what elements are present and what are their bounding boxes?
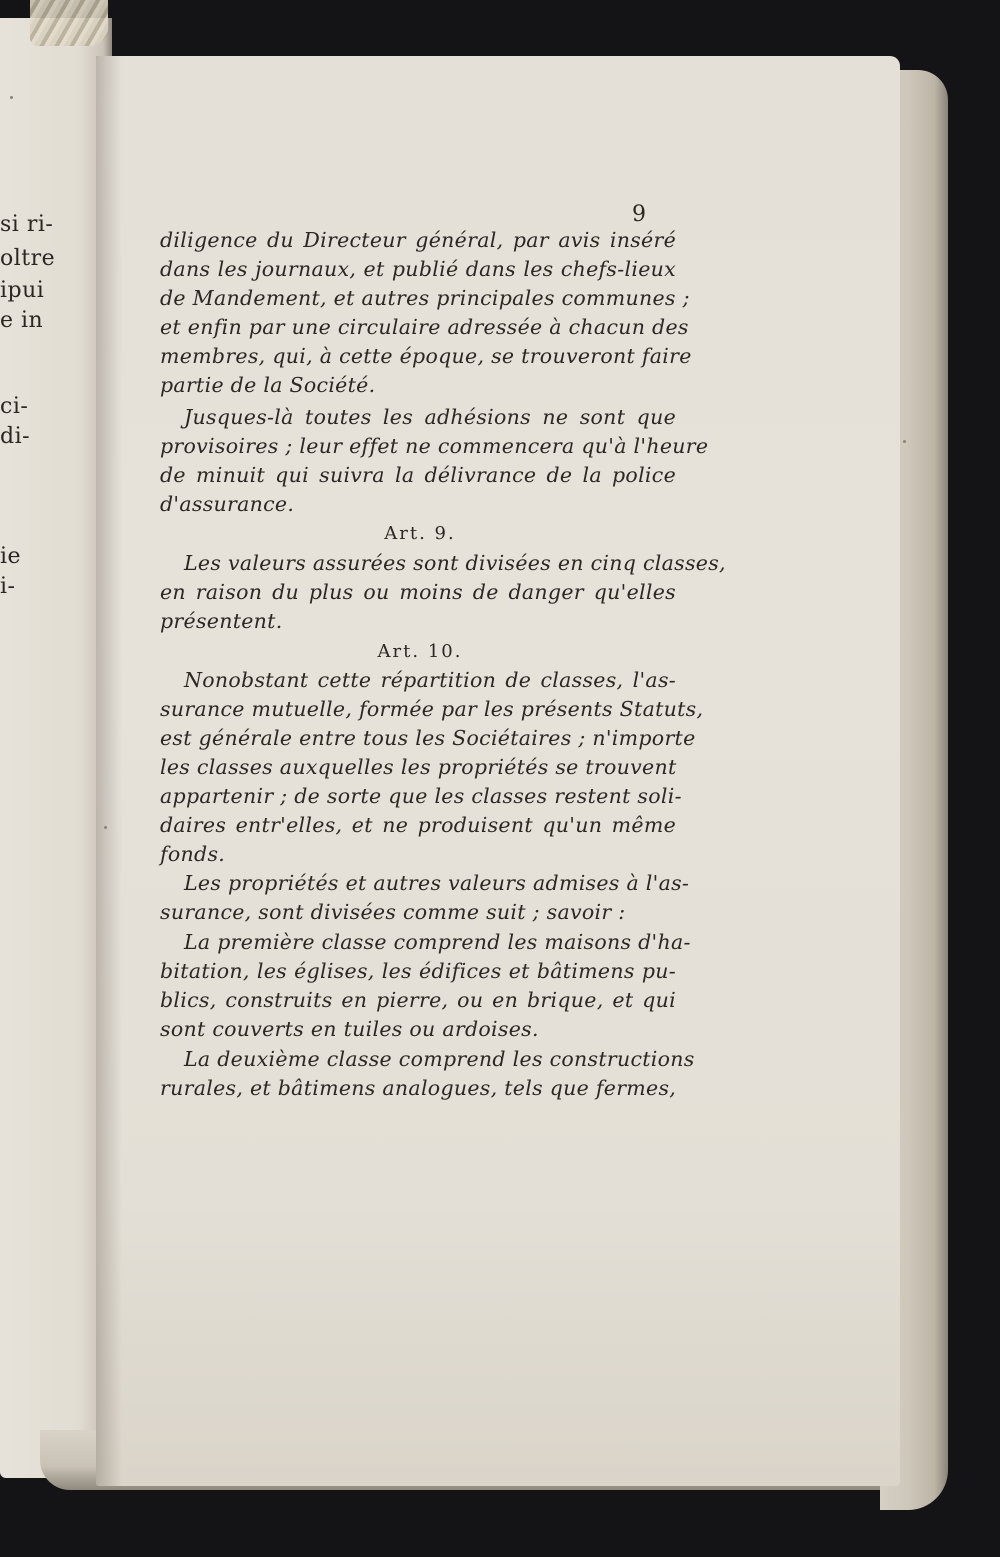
text-line: Nonobstant cette répartition de classes, l'as- (184, 668, 676, 692)
binding-cord (30, 0, 108, 46)
text-line: Jusques-là toutes les adhésions ne sont que (184, 405, 676, 429)
article-10-heading: Art. 10. (377, 641, 463, 662)
left-page-fragment: ci- (0, 394, 29, 419)
article-9-heading: Art. 9. (384, 523, 456, 544)
text-line: blics, construits en pierre, ou en brique, et qui (160, 988, 676, 1012)
text-line: rurales, et bâtimens analogues, tels que fermes, (160, 1076, 677, 1100)
text-line: de Mandement, et autres principales communes ; (160, 286, 690, 310)
text-line: La deuxième classe comprend les constructions (184, 1047, 695, 1071)
left-page-fragment: e in (0, 308, 44, 333)
left-page-fragment: di- (0, 424, 31, 449)
left-page-fragment: si ri- (0, 212, 54, 237)
text-line: sont couverts en tuiles ou ardoises. (160, 1017, 539, 1041)
text-line: surance mutuelle, formée par les présents Statuts, (160, 697, 704, 721)
text-line: bitation, les églises, les édifices et bâtimens pu- (160, 959, 676, 983)
page-number: 9 (632, 202, 646, 227)
gutter-shadow (96, 56, 122, 1486)
text-line: Les propriétés et autres valeurs admises à l'as- (184, 871, 690, 895)
left-page-fragment: oltre (0, 246, 56, 271)
text-line: les classes auxquelles les propriétés se trouvent (160, 755, 677, 779)
text-line: surance, sont divisées comme suit ; savoir : (160, 900, 626, 924)
left-page-fragment: ipui (0, 278, 45, 303)
text-line: et enfin par une circulaire adressée à chacun des (160, 315, 689, 339)
left-page-fragment: i- (0, 574, 16, 599)
text-line: est générale entre tous les Sociétaires ; n'importe (160, 726, 696, 750)
text-line: d'assurance. (160, 492, 295, 516)
text-line: La première classe comprend les maisons d'ha- (184, 930, 691, 954)
text-line: de minuit qui suivra la délivrance de la police (160, 463, 676, 487)
text-line: fonds. (160, 842, 226, 866)
text-line: partie de la Société. (160, 373, 376, 397)
text-line: appartenir ; de sorte que les classes restent soli- (160, 784, 682, 808)
text-line: diligence du Directeur général, par avis inséré (160, 228, 676, 252)
text-line: présentent. (160, 609, 283, 633)
paper-speck (903, 440, 906, 443)
text-line: provisoires ; leur effet ne commencera qu'à l'heure (160, 434, 709, 458)
text-line: daires entr'elles, et ne produisent qu'un même (160, 813, 676, 837)
text-line: Les valeurs assurées sont divisées en cinq classes, (184, 551, 726, 575)
text-line: en raison du plus ou moins de danger qu'elles (160, 580, 676, 604)
text-line: membres, qui, à cette époque, se trouveront faire (160, 344, 692, 368)
paper-speck (10, 96, 13, 99)
text-line: dans les journaux, et publié dans les chefs-lieux (160, 257, 676, 281)
paper-speck (104, 826, 107, 829)
left-page-fragment: ie (0, 544, 22, 569)
